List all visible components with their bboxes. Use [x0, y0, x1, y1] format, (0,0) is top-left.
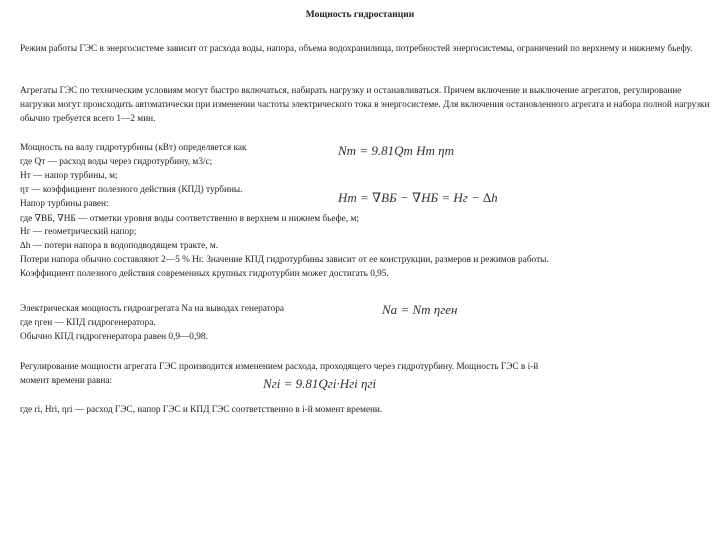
paragraph-operating-mode: Режим работы ГЭС в энергосистеме зависит от расхода воды, напора, объема водохранилища, потребностей энергосистемы, ограничений по верхнему и нижнему бьефу. [20, 44, 693, 54]
text-plant-params: где ri, Hri, ηri — расход ГЭС, напор ГЭС и КПД ГЭС соответственно в i-й момент времени. [20, 405, 383, 415]
text-head-definition: Hт — напор турбины, м; [20, 171, 118, 181]
text-geometric-head: Hг — геометрический напор; [20, 227, 137, 237]
text-head-equals: Напор турбины равен: [20, 199, 109, 209]
text-generator-efficiency: где ηген — КПД гидрогенератора. [20, 318, 156, 328]
text-electric-power: Электрическая мощность гидроагрегата Nа на выводах генератора [20, 304, 284, 314]
text-turbine-power: Мощность на валу гидротурбины (кВт) определяется как [20, 143, 247, 153]
text-moment-power: момент времени равна: [20, 376, 113, 386]
page-title: Мощность гидростанции [305, 10, 415, 20]
text-generator-efficiency-range: Обычно КПД гидрогенератора равен 0,9—0,98. [20, 332, 208, 342]
formula-turbine-power: Nт = 9.81Qт Hт ηт [338, 143, 454, 158]
formula-plant-power: Nгi = 9.81Qгi·Hгi ηгi [263, 376, 377, 391]
text-regulation: Регулирование мощности агрегата ГЭС производится изменением расхода, проходящего через гидротурбину. Мощность ГЭС в i-й [20, 362, 539, 372]
text-losses-note: Потери напора обычно составляют 2—5 % Hг. Значение КПД гидротурбины зависит от ее конструкции, размеров и режимов работы. [20, 255, 549, 265]
text-head-losses: ∆h — потери напора в водоподводящем тракте, м. [20, 241, 219, 251]
text-flow-definition: где Qт — расход воды через гидротурбину, м3/с; [20, 157, 213, 167]
text-efficiency-definition: ηт — коэффициент полезного действия (КПД) турбины. [20, 185, 243, 195]
formula-electric-power: Nа = Nт ηген [382, 302, 458, 317]
text-levels-definition: где ∇ВБ, ∇НБ — отметки уровня воды соответственно в верхнем и нижнем бьефе, м; [20, 214, 359, 224]
text-max-efficiency: Коэффициент полезного действия современных крупных гидротурбин может достигать 0,95. [20, 269, 389, 279]
formula-turbine-head: Hт = ∇ВБ − ∇НБ = Hг − ∆h [338, 190, 498, 205]
paragraph-units: Агрегаты ГЭС по техническим условиям могут быстро включаться, набирать нагрузку и останавливаться. Причем включение и выключение агрегатов, регулирование нагрузки могут происходить автоматически при изменении частоты электрического тока в энергосистеме. Для включения остановленного агрегата и набора полной нагрузки обычно требуется всего 1—2 мин. [20, 86, 710, 124]
